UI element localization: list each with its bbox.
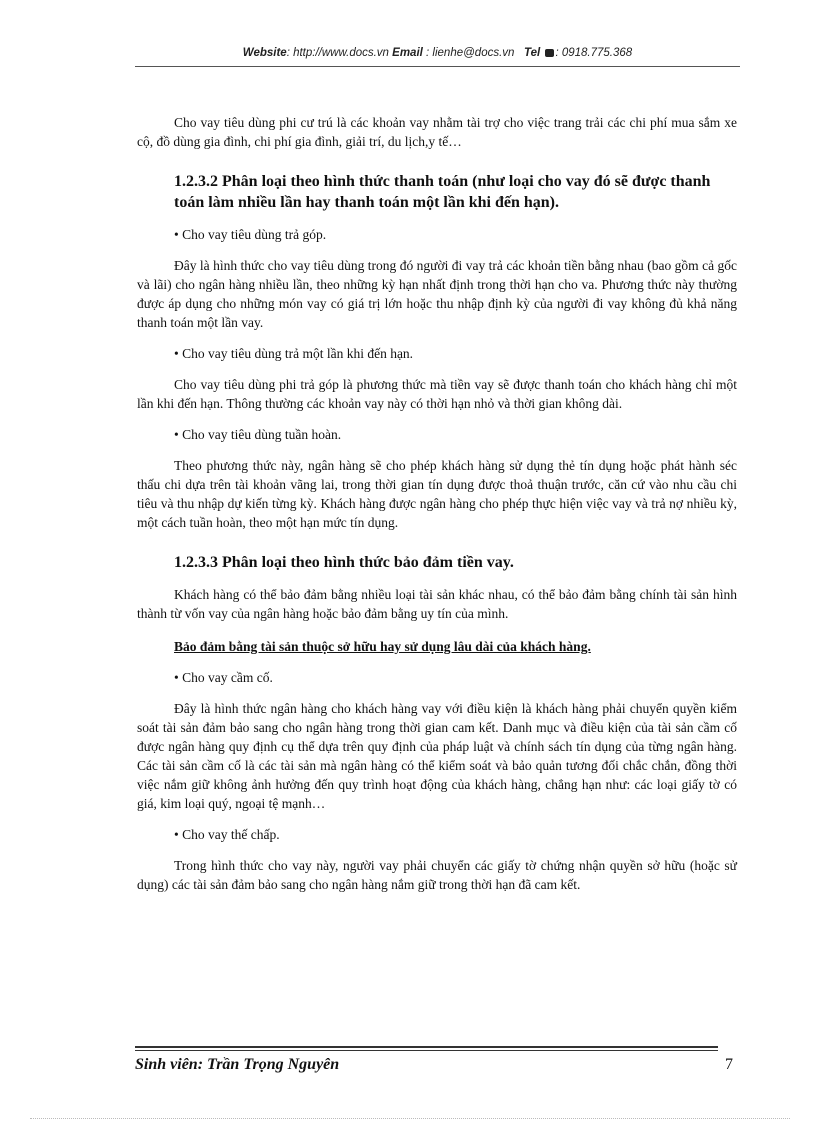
- paragraph: Theo phương thức này, ngân hàng sẽ cho phép khách hàng sử dụng thẻ tín dụng hoặc phát hành séc thấu chi dựa trên tài khoản vãng lai, trong thời gian tín dụng được thoả thuận trước, căn cứ vào nhu cầu chi tiêu và thu nhập dự kiến từng kỳ. Khách hàng được ngân hàng cho phép thực hiện việc vay và trả nợ nhiều kỳ, một cách tuần hoàn, theo một hạn mức tín dụng.: [137, 458, 737, 530]
- bullet-item: • Cho vay tiêu dùng trả một lần khi đến hạn.: [174, 346, 414, 361]
- section-heading-1-2-3-2: 1.2.3.2 Phân loại theo hình thức thanh toán (như loại cho vay đó sẽ được thanh toán làm nhiều lần hay thanh toán một lần khi đến hạn).: [174, 173, 711, 211]
- website-label: Website: [242, 47, 287, 59]
- section-heading-1-2-3-3: 1.2.3.3 Phân loại theo hình thức bảo đảm tiền vay.: [174, 554, 514, 571]
- email-value[interactable]: : lienhe@docs.vn: [422, 47, 515, 59]
- page-content: [137, 113, 737, 894]
- paragraph: Đây là hình thức ngân hàng cho khách hàng vay với điều kiện là khách hàng phải chuyển quyền kiểm soát tài sản đảm bảo sang cho ngân hàng trong thời gian cam kết. Danh mục và điều kiện của tài sản cầm cố được ngân hàng quy định cụ thể dựa trên quy định của pháp luật và chính sách tín dụng của từng ngân hàng. Các tài sản cầm cố là các tài sản mà ngân hàng có thể kiểm soát và bảo quản tương đối chắc chắn, đồng thời việc nắm giữ không ảnh hưởng đến quy trình hoạt động của khách hàng, chẳng hạn như: các loại giấy tờ có giá, kim loại quý, ngoại tệ mạnh…: [137, 701, 737, 811]
- footer-divider: [135, 1046, 718, 1048]
- paragraph: Đây là hình thức cho vay tiêu dùng trong đó người đi vay trả các khoản tiền bằng nhau (bao gồm cả gốc và lãi) cho ngân hàng nhiều lần, theo những kỳ hạn nhất định trong thời hạn cho va. Phương thức này thường được áp dụng cho những món vay có giá trị lớn hoặc thu nhập định kỳ của người đi vay không đủ khả năng thanh toán một lần vay.: [137, 258, 737, 330]
- tel-value: : 0918.775.368: [555, 47, 633, 59]
- footer-divider-thin: [135, 1050, 718, 1051]
- tel-label: Tel: [524, 47, 541, 59]
- bullet-item: • Cho vay tiêu dùng tuần hoàn.: [174, 427, 342, 442]
- page-number: 7: [725, 1056, 733, 1073]
- bullet-item: • Cho vay cầm cố.: [174, 670, 273, 685]
- page-header: [135, 47, 740, 59]
- footer-author: Sinh viên: Trần Trọng Nguyên: [135, 1056, 340, 1073]
- paragraph: Khách hàng có thể bảo đảm bằng nhiều loại tài sản khác nhau, có thể bảo đảm bằng chính tài sản hình thành từ vốn vay của ngân hàng hoặc bảo đảm bằng uy tín của mình.: [137, 587, 737, 621]
- phone-icon: [545, 49, 554, 57]
- email-label: Email: [392, 47, 423, 59]
- paragraph: Cho vay tiêu dùng phi trả góp là phương thức mà tiền vay sẽ được thanh toán cho khách hàng chỉ một lần khi đến hạn. Thông thường các khoản vay này có thời hạn nhỏ và thời gian không dài.: [137, 377, 737, 411]
- paragraph: Cho vay tiêu dùng phi cư trú là các khoản vay nhằm tài trợ cho việc trang trải các chi phí mua sắm xe cộ, đồ dùng gia đình, chi phí gia đình, giải trí, du lịch,y tế…: [137, 115, 737, 149]
- header-divider: [135, 66, 740, 67]
- bullet-item: • Cho vay thế chấp.: [174, 827, 280, 842]
- subheading: Bảo đảm bằng tài sản thuộc sở hữu hay sử dụng lâu dài của khách hàng.: [174, 639, 591, 654]
- bullet-item: • Cho vay tiêu dùng trả góp.: [174, 227, 327, 242]
- website-value[interactable]: : http://www.docs.vn: [286, 47, 389, 59]
- page-edge: [30, 1118, 790, 1119]
- paragraph: Trong hình thức cho vay này, người vay phải chuyển các giấy tờ chứng nhận quyền sở hữu (hoặc sử dụng) các tài sản đảm bảo sang cho ngân hàng nắm giữ trong thời hạn đã cam kết.: [137, 858, 737, 892]
